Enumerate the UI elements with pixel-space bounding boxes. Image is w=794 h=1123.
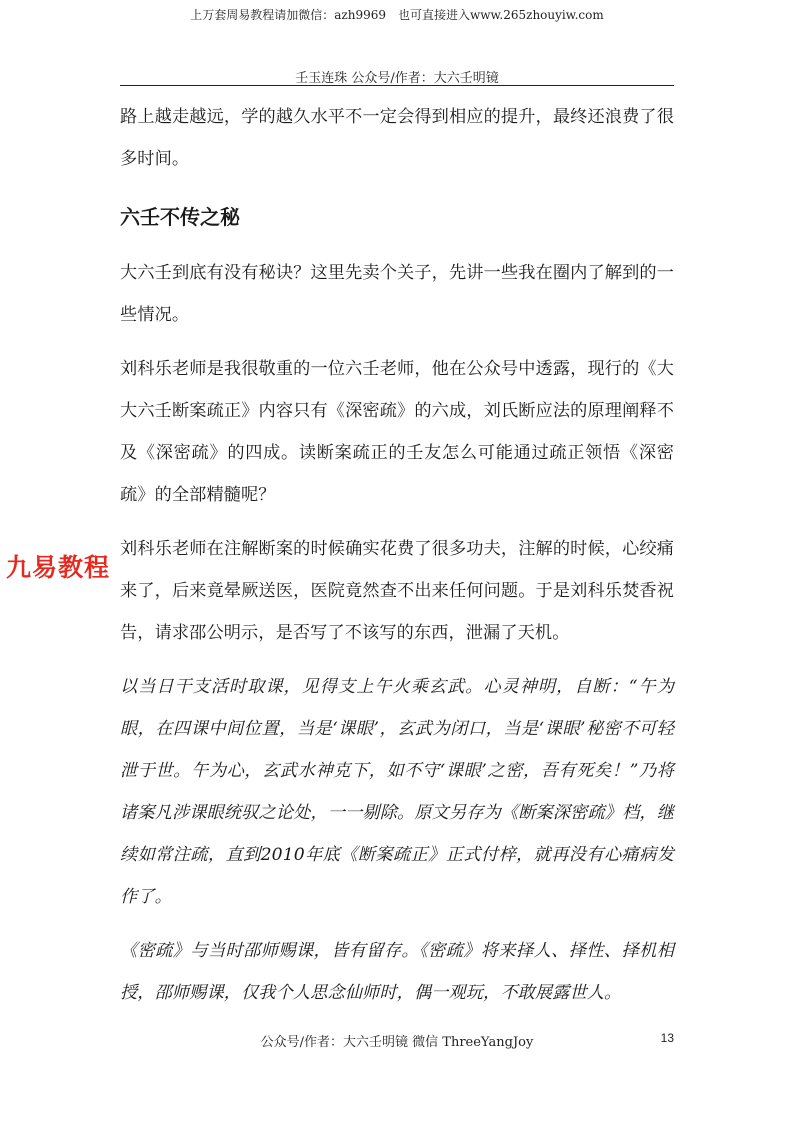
quote-paragraph-1: 以当日干支活时取课，见得支上午火乘玄武。心灵神明，自断：“午为眼，在四课中间位置，当是‘课眼’，玄武为闭口，当是‘课眼’秘密不可轻泄于世。午为心，玄武水神克下，如不守‘课眼’之密，吾有死矣！”乃将诸案凡涉课眼统驭之论处，一一剔除。原文另存为《断案深密疏》档，继续如常注疏，直到2010年底《断案疏正》正式付梓，就再没有心痛病发作了。 [120, 677, 674, 907]
page-body [120, 96, 674, 1014]
paragraph-3: 刘科乐老师是我很敬重的一位六壬老师，他在公众号中透露，现行的《大大六壬断案疏正》内容只有《深密疏》的六成，刘氏断应法的原理阐释不及《深密疏》的四成。读断案疏正的壬友怎么可能通过疏正领悟《深密疏》的全部精髓呢？ [120, 359, 674, 505]
page-number: 13 [660, 1031, 674, 1045]
paragraph-2: 大六壬到底有没有秘诀？这里先卖个关子，先讲一些我在圈内了解到的一些情况。 [120, 263, 674, 325]
paragraph-1: 路上越走越远，学的越久水平不一定会得到相应的提升，最终还浪费了很多时间。 [120, 107, 674, 169]
watermark-logo: 九易教程 [6, 553, 111, 582]
quote-paragraph-2: 《密疏》与当时邵师赐课，皆有留存。《密疏》将来择人、择性、择机相授，邵师赐课，仅我个人思念仙师时，偶一观玩，不敢展露世人。 [120, 941, 674, 1003]
top-banner: 上万套周易教程请加微信：azh9969 也可直接进入www.265zhouyiw.com [190, 8, 604, 22]
page-header: 壬玉连珠 公众号/作者：大六壬明镜 [295, 71, 499, 86]
paragraph-4: 刘科乐老师在注解断案的时候确实花费了很多功夫，注解的时候，心绞痛来了，后来竟晕厥送医，医院竟然查不出来任何问题。于是刘科乐焚香祝告，请求邵公明示，是否写了不该写的东西，泄漏了天机。 [120, 539, 674, 643]
header-divider [120, 85, 674, 86]
section-heading: 六壬不传之秘 [120, 205, 240, 229]
page-footer: 公众号/作者：大六壬明镜 微信 ThreeYangJoy [260, 1035, 534, 1050]
